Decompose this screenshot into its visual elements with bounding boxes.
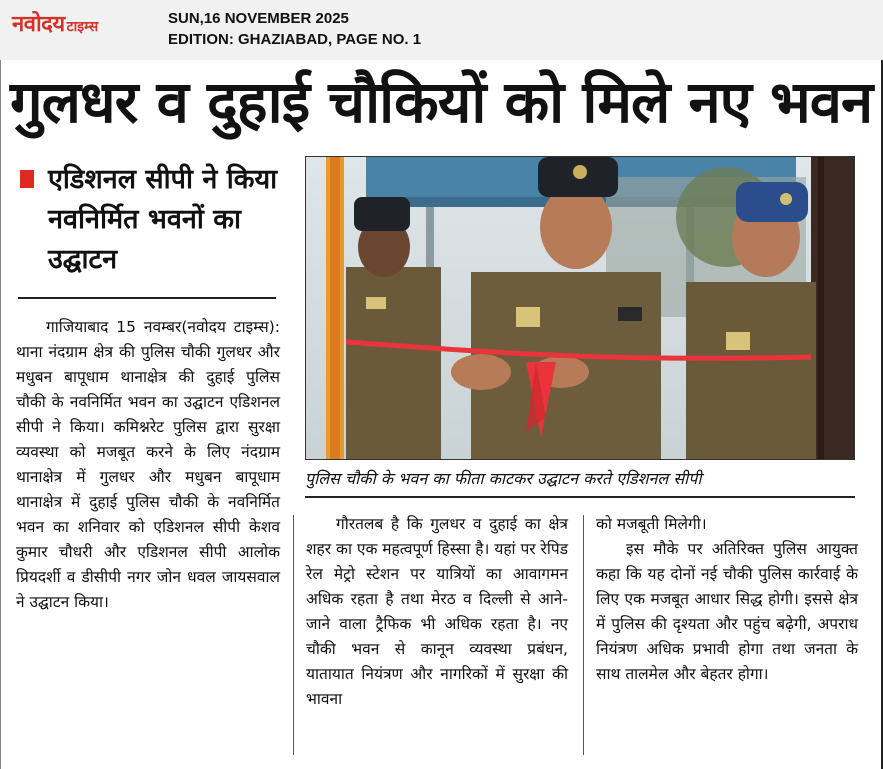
newspaper-logo xyxy=(12,8,99,37)
column-3-paragraph: को मजबूती मिलेगी। xyxy=(596,515,707,533)
column-divider xyxy=(293,515,294,755)
ribbon-cutting-photo xyxy=(306,157,854,459)
clip-border-left xyxy=(0,60,1,769)
column-divider xyxy=(583,515,584,755)
subheadline-divider xyxy=(18,297,276,299)
subheadline-text: एडिशनल सीपी ने किया नवनिर्मित भवनों का उद्घाटन xyxy=(48,164,278,275)
column-3-paragraph: इस मौके पर अतिरिक्त पुलिस आयुक्त कहा कि यह दोनों नई चौकी पुलिस कार्रवाई के लिए एक मजबूत आधार सिद्ध होगी। इससे क्षेत्र में पुलिस की दृश्यता और पहुंच बढ़ेगी, अपराध नियंत्रण अधिक प्रभावी होगा तथा जनता के साथ तालमेल और बेहतर होगा। xyxy=(596,540,858,683)
logo-main: नवोदय xyxy=(12,12,65,37)
photo-caption: पुलिस चौकी के भवन का फीता काटकर उद्घाटन करते एडिशनल सीपी xyxy=(305,469,702,488)
logo-sub: टाइम्स xyxy=(66,19,99,35)
caption-divider xyxy=(305,496,855,498)
edition-info xyxy=(168,8,421,50)
bullet-square-icon xyxy=(20,170,34,188)
article-column-2: गौरतलब है कि गुलधर व दुहाई का क्षेत्र शहर का एक महत्वपूर्ण हिस्सा है। यहां पर रेपिड रेल मेट्रो स्टेशन पर यात्रियों का आवागमन अधिक रहता है तथा मेरठ व दिल्ली से आने-जाने वाला ट्रैफिक भी अधिक रहता है। नए चौकी भवन से कानून व्यवस्था प्रबंधन, यातायात नियंत्रण और नागरिकों में सुरक्षा की भावना xyxy=(306,515,569,708)
masthead-bar xyxy=(0,0,883,60)
article-column-1: गाजियाबाद 15 नवम्बर(नवोदय टाइम्स): थाना नंदग्राम क्षेत्र की पुलिस चौकी गुलधर और मधुबन बापूधाम थानाक्षेत्र की दुहाई पुलिस चौकी के नवनिर्मित भवन का उद्घाटन एडिशनल सीपी ने किया। कमिश्नरेट पुलिस द्वारा सुरक्षा व्यवस्था को मजबूत करने के लिए नंदग्राम थानाक्षेत्र में गुलधर और मधुबन बापूधाम थानाक्षेत्र में दुहाई पुलिस चौकी के नवनिर्मित भवन का शनिवार को एडिशनल सीपी केशव कुमार चौधरी और एडिशनल सीपी आलोक प्रियदर्शी व डीसीपी नगर जोन धवल जायसवाल ने उद्घाटन किया। xyxy=(16,318,280,611)
article-column-3 xyxy=(596,512,858,687)
article-headline: गुलधर व दुहाई चौकियों को मिले नए भवन xyxy=(10,68,873,136)
article-photo xyxy=(305,156,855,460)
edition-page: EDITION: GHAZIABAD, PAGE NO. 1 xyxy=(168,31,422,48)
publish-date: SUN,16 NOVEMBER 2025 xyxy=(168,10,349,27)
